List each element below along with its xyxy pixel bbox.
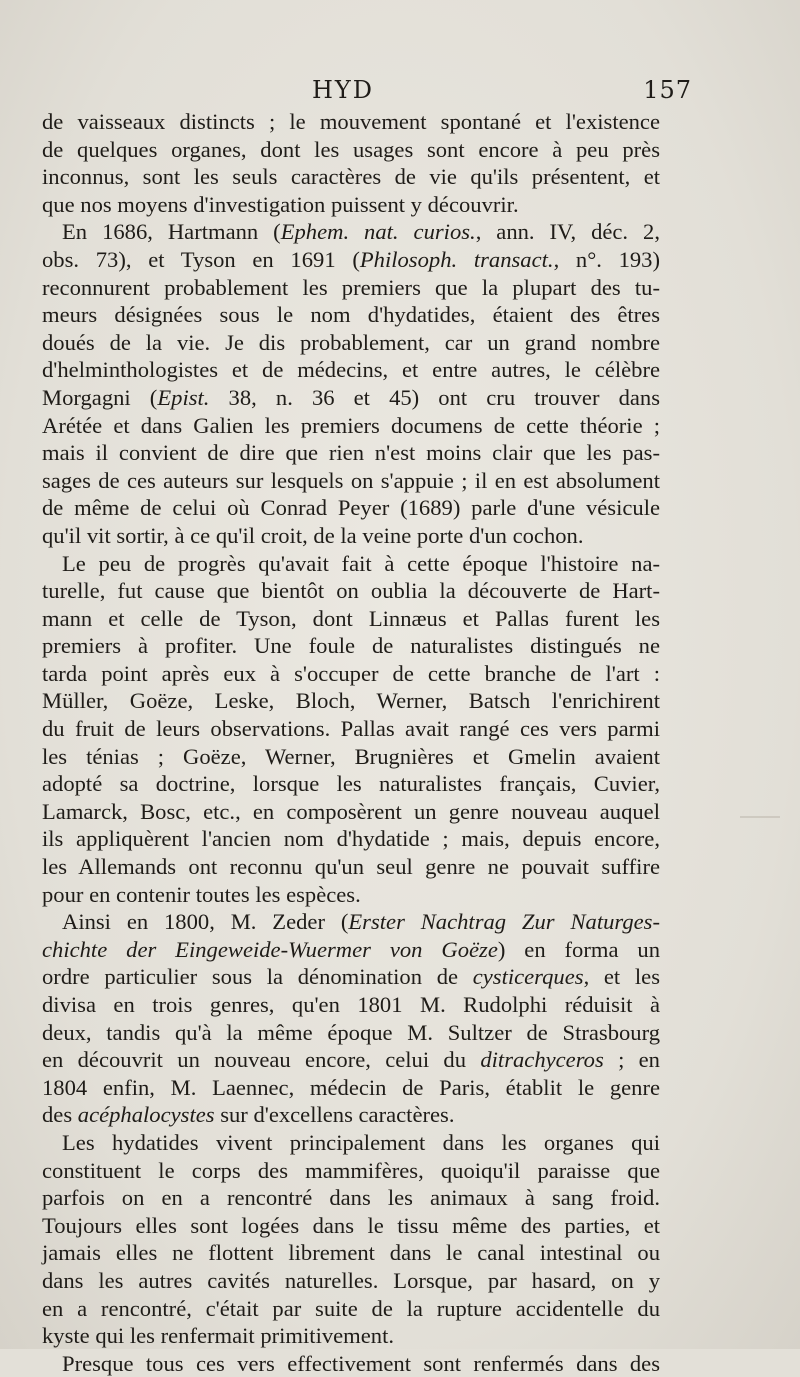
paragraph	[42, 108, 660, 218]
text-segment: parfois on en a rencontré dans les animaux à sang froid.	[42, 1185, 660, 1211]
text-segment: , et les	[583, 964, 660, 990]
text-line	[42, 798, 660, 826]
text-segment: deux, tandis qu'à la même époque M. Sultzer de Strasbourg	[42, 1019, 660, 1045]
text-line	[42, 1322, 660, 1350]
text-line	[42, 936, 660, 964]
text-segment: constituent le corps des mammifères, quoiqu'il paraisse que	[42, 1157, 660, 1183]
text-line	[42, 660, 660, 688]
text-line	[42, 522, 660, 550]
text-segment: meurs désignées sous le nom d'hydatides, étaient des êtres	[42, 302, 660, 328]
text-line	[42, 743, 660, 771]
text-segment: que nos moyens d'investigation puissent y découvrir.	[42, 191, 519, 217]
text-segment: en a rencontré, c'était par suite de la rupture accidentelle du	[42, 1295, 660, 1321]
page-header	[42, 76, 692, 108]
text-line	[42, 1101, 660, 1129]
text-line	[42, 1046, 660, 1074]
text-line	[42, 550, 660, 578]
text-segment: tarda point après eux à s'occuper de cette branche de l'art :	[42, 660, 660, 686]
text-segment: les Allemands ont reconnu qu'un seul genre ne pouvait suffire	[42, 854, 660, 880]
text-line	[42, 605, 660, 633]
text-line	[42, 1157, 660, 1185]
text-line	[42, 1239, 660, 1267]
text-line	[42, 963, 660, 991]
text-line	[42, 687, 660, 715]
text-segment: premiers à profiter. Une foule de naturalistes distingués ne	[42, 633, 660, 659]
text-line	[42, 881, 660, 909]
text-line	[42, 191, 660, 219]
text-segment: sages de ces auteurs sur lesquels on s'appuie ; il en est absolument	[42, 467, 660, 493]
italic-text: Epist.	[157, 384, 210, 410]
text-line	[42, 136, 660, 164]
text-segment: de quelques organes, dont les usages sont encore à peu près	[42, 136, 660, 162]
text-segment: adopté sa doctrine, lorsque les naturalistes français, Cuvier,	[42, 771, 660, 797]
text-line	[42, 218, 660, 246]
text-line	[42, 1019, 660, 1047]
text-segment: en découvrit un nouveau encore, celui du	[42, 1047, 481, 1073]
italic-text: cysticerques	[472, 964, 584, 990]
text-line	[42, 853, 660, 881]
text-segment: Müller, Goëze, Leske, Bloch, Werner, Batsch l'enrichirent	[42, 688, 660, 714]
italic-text: chichte der Eingeweide-Wuermer von Goëze	[42, 936, 498, 962]
text-segment: ; en	[603, 1047, 660, 1073]
text-segment: Ainsi en 1800, M. Zeder (	[62, 909, 349, 935]
text-line	[42, 108, 660, 136]
text-segment: Morgagni (	[42, 384, 158, 410]
text-segment: Presque tous ces vers effectivement sont renfermés dans des	[62, 1350, 660, 1376]
text-line	[42, 412, 660, 440]
text-segment: pour en contenir toutes les espèces.	[42, 881, 361, 907]
text-segment: turelle, fut cause que bientôt on oublia la découverte de Hart-	[42, 578, 660, 604]
text-line	[42, 577, 660, 605]
text-segment: qu'il vit sortir, à ce qu'il croit, de la veine porte d'un cochon.	[42, 522, 584, 548]
text-line	[42, 1350, 660, 1377]
italic-text: ditrachyceros	[480, 1047, 604, 1073]
text-segment: mais il convient de dire que rien n'est moins clair que les pas-	[42, 440, 660, 466]
text-line	[42, 1267, 660, 1295]
text-segment: 38, n. 36 et 45) ont cru trouver dans	[209, 384, 661, 410]
text-segment: sur d'excellens caractères.	[214, 1102, 455, 1128]
text-line	[42, 715, 660, 743]
text-line	[42, 494, 660, 522]
text-segment: doués de la vie. Je dis probablement, car un grand nombre	[42, 329, 660, 355]
text-line	[42, 329, 660, 357]
text-line	[42, 770, 660, 798]
text-line	[42, 1212, 660, 1240]
text-line	[42, 163, 660, 191]
text-segment: d'helminthologistes et de médecins, et entre autres, le célèbre	[42, 357, 660, 383]
paragraph	[42, 1350, 660, 1377]
text-line	[42, 825, 660, 853]
page-number: 157	[643, 76, 692, 104]
text-segment: de même de celui où Conrad Peyer (1689) parle d'une vésicule	[42, 495, 660, 521]
paragraph	[42, 550, 660, 909]
text-segment: des	[42, 1102, 78, 1128]
text-line	[42, 1074, 660, 1102]
text-segment: 1804 enfin, M. Laennec, médecin de Paris, établit le genre	[42, 1074, 660, 1100]
text-segment: ) en forma un	[497, 936, 660, 962]
text-line	[42, 301, 660, 329]
text-segment: divisa en trois genres, qu'en 1801 M. Rudolphi réduisit à	[42, 992, 660, 1017]
paragraph	[42, 1129, 660, 1350]
text-line	[42, 384, 660, 412]
text-line	[42, 439, 660, 467]
text-segment: les ténias ; Goëze, Werner, Brugnières et Gmelin avaient	[42, 743, 660, 769]
text-segment: ordre particulier sous la dénomination de	[42, 964, 473, 990]
text-segment: , n°. 193)	[553, 246, 661, 272]
margin-mark	[740, 816, 780, 818]
text-segment: Le peu de progrès qu'avait fait à cette époque l'histoire na-	[62, 550, 660, 576]
text-line	[42, 1295, 660, 1323]
text-segment: mann et celle de Tyson, dont Linnæus et Pallas furent les	[42, 605, 660, 631]
text-segment: reconnurent probablement les premiers que la plupart des tu-	[42, 274, 660, 300]
text-line	[42, 632, 660, 660]
text-segment: du fruit de leurs observations. Pallas avait rangé ces vers parmi	[42, 716, 660, 742]
text-segment: de vaisseaux distincts ; le mouvement spontané et l'existence	[42, 109, 660, 134]
text-line	[42, 467, 660, 495]
running-head: HYD	[312, 76, 375, 104]
italic-text: Ephem. nat. curios.	[280, 219, 476, 245]
italic-text: Erster Nachtrag Zur Naturges-	[348, 909, 660, 935]
paragraph	[42, 908, 660, 1129]
text-line	[42, 1184, 660, 1212]
text-segment: dans les autres cavités naturelles. Lorsque, par hasard, on y	[42, 1267, 660, 1293]
paragraph	[42, 218, 660, 549]
text-segment: Toujours elles sont logées dans le tissu même des parties, et	[42, 1212, 660, 1238]
italic-text: acéphalocystes	[77, 1102, 215, 1128]
text-segment: Arétée et dans Galien les premiers documens de cette théorie ;	[42, 412, 660, 438]
text-segment: , ann. IV, déc. 2,	[475, 219, 660, 245]
text-line	[42, 246, 660, 274]
text-segment: kyste qui les renfermait primitivement.	[42, 1323, 394, 1349]
text-segment: Lamarck, Bosc, etc., en composèrent un genre nouveau auquel	[42, 798, 660, 824]
body-text	[42, 108, 660, 1377]
text-segment: jamais elles ne flottent librement dans le canal intestinal ou	[42, 1240, 660, 1266]
text-line	[42, 908, 660, 936]
text-segment: inconnus, sont les seuls caractères de vie qu'ils présentent, et	[42, 164, 660, 190]
text-segment: Les hydatides vivent principalement dans les organes qui	[62, 1129, 660, 1155]
text-line	[42, 356, 660, 384]
text-segment: ils appliquèrent l'ancien nom d'hydatide ; mais, depuis encore,	[42, 826, 660, 852]
text-line	[42, 991, 660, 1019]
text-segment: obs. 73), et Tyson en 1691 (	[42, 246, 360, 272]
text-line	[42, 1129, 660, 1157]
text-segment: En 1686, Hartmann (	[62, 219, 281, 245]
italic-text: Philosoph. transact.	[359, 246, 554, 272]
text-line	[42, 274, 660, 302]
